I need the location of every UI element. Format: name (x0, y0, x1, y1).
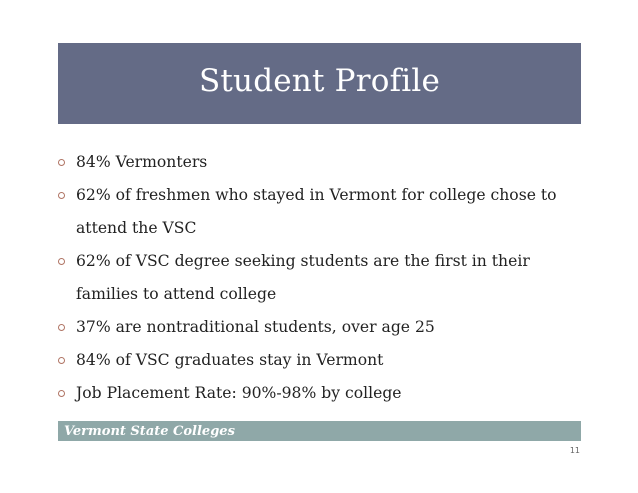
bullet-circle-icon (58, 192, 65, 199)
page-number: 11 (569, 446, 580, 455)
bullet-list (58, 146, 581, 410)
bullet-text: Job Placement Rate: 90%-98% by college (76, 384, 402, 402)
bullet-item (58, 245, 581, 311)
bullet-circle-icon (58, 324, 65, 331)
bullet-item (58, 146, 581, 179)
bullet-item (58, 311, 581, 344)
title-band (58, 43, 581, 124)
slide-title: Student Profile (198, 62, 441, 99)
bullet-text: 37% are nontraditional students, over age 25 (76, 318, 435, 336)
bullet-item (58, 377, 581, 410)
bullet-circle-icon (58, 390, 65, 397)
footer-text: Vermont State Colleges (64, 423, 235, 439)
bullet-item (58, 344, 581, 377)
bullet-circle-icon (58, 357, 65, 364)
bullet-text: 62% of VSC degree seeking students are the first in their families to attend college (76, 252, 530, 303)
bullet-circle-icon (58, 159, 65, 166)
bullet-circle-icon (58, 258, 65, 265)
bullet-item (58, 179, 581, 245)
bullet-text: 84% of VSC graduates stay in Vermont (76, 351, 384, 369)
footer-band (58, 421, 581, 441)
bullet-text: 84% Vermonters (76, 153, 208, 171)
bullet-text: 62% of freshmen who stayed in Vermont for college chose to attend the VSC (76, 186, 557, 237)
